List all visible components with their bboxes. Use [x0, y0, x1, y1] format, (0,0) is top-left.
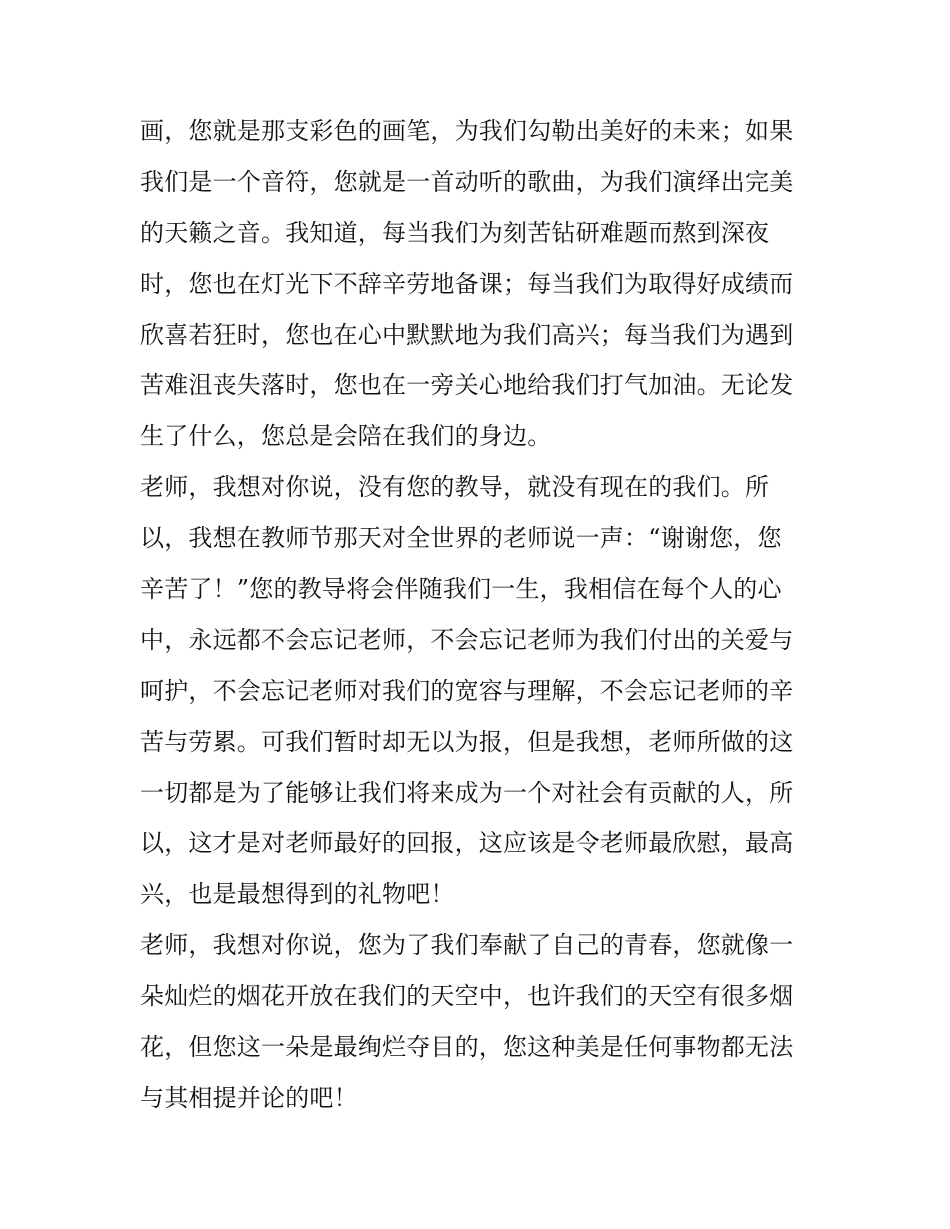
text-line: 老师，我想对你说，您为了我们奉献了自己的青春，您就像一: [140, 931, 794, 960]
text-line: 时，您也在灯光下不辞辛劳地备课；每当我们为取得好成绩而: [140, 269, 794, 298]
text-line: 以，我想在教师节那天对全世界的老师说一声：“谢谢您，您: [140, 524, 782, 553]
text-line: 朵灿烂的烟花开放在我们的天空中，也许我们的天空有很多烟: [140, 982, 794, 1011]
text-line: 一切都是为了能够让我们将来成为一个对社会有贡献的人，所: [140, 778, 794, 807]
text-line: 我们是一个音符，您就是一首动听的歌曲，为我们演绎出完美: [140, 167, 794, 196]
text-line: 苦与劳累。可我们暂时却无以为报，但是我想，老师所做的这: [140, 727, 794, 756]
text-line: 老师，我想对你说，没有您的教导，就没有现在的我们。所: [140, 473, 770, 502]
text-line: 辛苦了！”您的教导将会伴随我们一生，我相信在每个人的心: [140, 575, 782, 604]
text-line: 兴，也是最想得到的礼物吧！: [140, 880, 455, 909]
text-line: 呵护，不会忘记老师对我们的宽容与理解，不会忘记老师的辛: [140, 676, 794, 705]
text-line: 画，您就是那支彩色的画笔，为我们勾勒出美好的未来；如果: [140, 117, 794, 145]
text-line: 中，永远都不会忘记老师，不会忘记老师为我们付出的关爱与: [140, 625, 794, 654]
text-line: 苦难沮丧失落时，您也在一旁关心地给我们打气加油。无论发: [140, 371, 794, 400]
text-line: 与其相提并论的吧！: [140, 1083, 358, 1112]
body-text: [140, 106, 820, 1124]
text-line: 以，这才是对老师最好的回报，这应该是令老师最欣慰，最高: [140, 829, 794, 858]
text-line: 的天籁之音。我知道，每当我们为刻苦钻研难题而熬到深夜: [140, 218, 770, 247]
text-line: 生了什么，您总是会陪在我们的身边。: [140, 422, 552, 451]
text-line: 欣喜若狂时，您也在心中默默地为我们高兴；每当我们为遇到: [140, 320, 794, 349]
text-line: 花，但您这一朵是最绚烂夺目的，您这种美是任何事物都无法: [140, 1033, 794, 1062]
